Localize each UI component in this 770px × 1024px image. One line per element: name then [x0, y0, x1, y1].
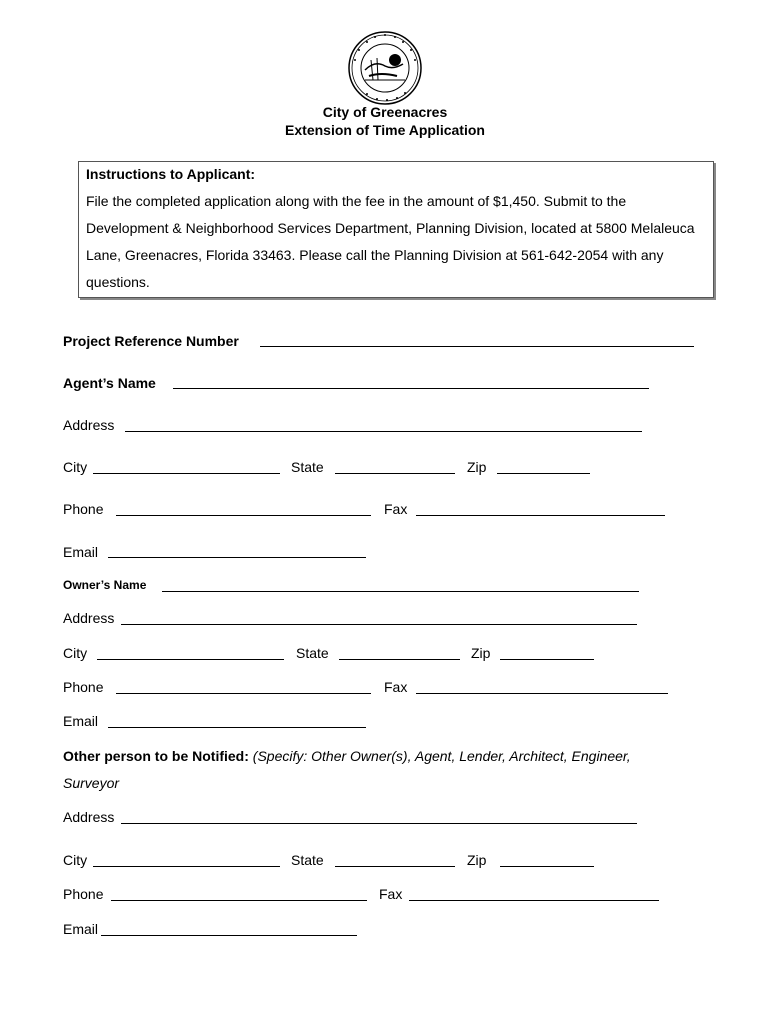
other-phone-field[interactable] [111, 900, 367, 901]
other-zip-field[interactable] [500, 866, 594, 867]
owner-state-label: State [296, 645, 329, 661]
agent-name-field[interactable] [173, 388, 649, 389]
instructions-heading: Instructions to Applicant: [86, 166, 256, 182]
other-phone-label: Phone [63, 886, 104, 902]
owner-phone-label: Phone [63, 679, 104, 695]
agent-email-field[interactable] [108, 557, 366, 558]
agent-zip-field[interactable] [497, 473, 590, 474]
agent-state-field[interactable] [335, 473, 455, 474]
other-city-label: City [63, 852, 88, 868]
other-fax-field[interactable] [409, 900, 659, 901]
city-seal-icon [347, 30, 423, 106]
agent-email-label: Email [63, 544, 99, 560]
project-reference-field[interactable] [260, 346, 694, 347]
other-person-note-cont: Surveyor [63, 775, 120, 791]
owner-state-field[interactable] [339, 659, 460, 660]
agent-zip-label: Zip [467, 459, 487, 475]
other-person-note: (Specify: Other Owner(s), Agent, Lender, Architect, Engineer, [252, 748, 631, 764]
agent-address-field[interactable] [125, 431, 642, 432]
other-state-label: State [291, 852, 324, 868]
other-state-field[interactable] [335, 866, 455, 867]
agent-fax-label: Fax [384, 501, 408, 517]
agent-state-label: State [291, 459, 324, 475]
agent-phone-field[interactable] [116, 515, 371, 516]
owner-city-label: City [63, 645, 88, 661]
agent-name-label: Agent’s Name [63, 375, 156, 391]
other-person-heading [63, 748, 631, 764]
owner-address-label: Address [63, 610, 115, 626]
other-address-field[interactable] [121, 823, 637, 824]
owner-email-field[interactable] [108, 727, 366, 728]
owner-fax-field[interactable] [416, 693, 668, 694]
owner-city-field[interactable] [97, 659, 284, 660]
city-title: City of Greenacres [322, 104, 448, 120]
owner-name-label: Owner’s Name [63, 578, 147, 592]
other-email-label: Email [63, 921, 99, 937]
agent-city-label: City [63, 459, 88, 475]
other-email-field[interactable] [101, 935, 357, 936]
other-person-label: Other person to be Notified: [63, 748, 249, 764]
owner-fax-label: Fax [384, 679, 408, 695]
other-address-label: Address [63, 809, 115, 825]
agent-city-field[interactable] [93, 473, 280, 474]
owner-phone-field[interactable] [116, 693, 371, 694]
agent-phone-label: Phone [63, 501, 104, 517]
owner-zip-label: Zip [471, 645, 491, 661]
agent-fax-field[interactable] [416, 515, 665, 516]
owner-name-field[interactable] [162, 591, 639, 592]
owner-zip-field[interactable] [500, 659, 594, 660]
agent-address-label: Address [63, 417, 115, 433]
owner-email-label: Email [63, 713, 99, 729]
instructions-body: File the completed application along with the fee in the amount of $1,450. Submit to the Development & Neighborhood Services Department, Planning Division, located at 5800 Melaleuca Lane, Greenacres, Florida 33463. Please call the Planning Division at 561-642-2054 with any questions. [86, 193, 695, 290]
other-city-field[interactable] [93, 866, 280, 867]
other-zip-label: Zip [467, 852, 487, 868]
owner-address-field[interactable] [121, 624, 637, 625]
form-title: Extension of Time Application [285, 122, 485, 138]
other-fax-label: Fax [379, 886, 403, 902]
project-reference-label: Project Reference Number [63, 333, 239, 349]
